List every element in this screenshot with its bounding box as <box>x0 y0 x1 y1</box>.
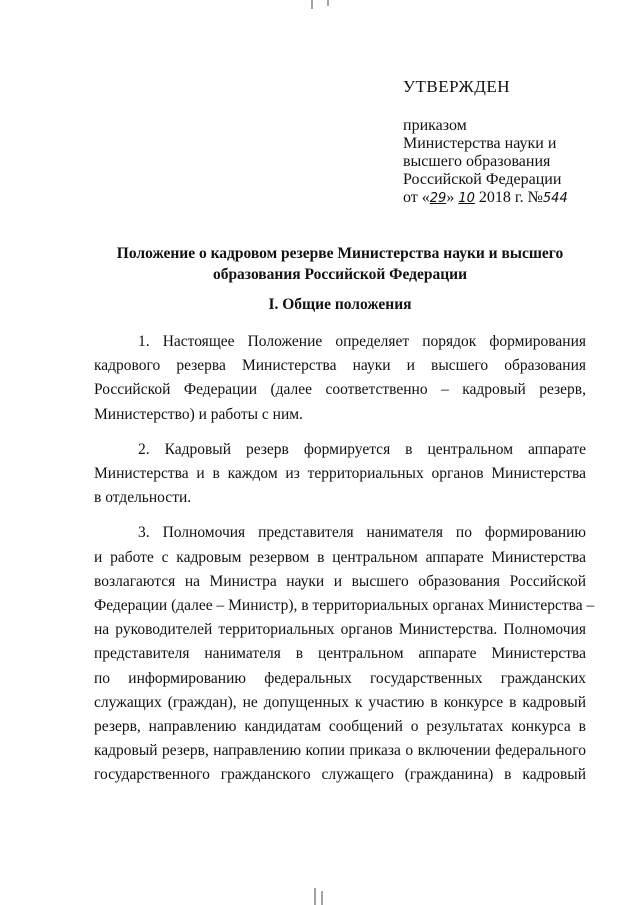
paragraph-line: резерв, направлению кандидатам сообщений о результатах конкурса в <box>94 718 586 736</box>
paragraph-line: и работе с кадровым резервом в центральном аппарате Министерства <box>94 548 586 566</box>
date-mid: » <box>446 189 459 206</box>
approval-heading: УТВЕРЖДЕН <box>403 77 510 96</box>
approval-stamp <box>403 78 568 208</box>
paragraph-line: Российской Федерации (далее соответственно – кадровый резерв, <box>94 381 586 399</box>
document-body <box>94 330 595 788</box>
title-line: Положение о кадровом резерве Министерства науки и высшего <box>116 245 564 262</box>
binding-mark-top <box>308 0 338 10</box>
paragraph-line: по информированию федеральных государственных гражданских <box>94 669 586 687</box>
paragraph-line: Министерство) и работы с ним. <box>94 405 303 423</box>
approval-line: высшего образования <box>403 153 551 170</box>
paragraph-line: в отдельности. <box>94 489 192 507</box>
approval-line: приказом <box>403 117 467 134</box>
approval-line: Российской Федерации <box>403 171 562 188</box>
paragraph-3 <box>94 521 595 787</box>
paragraph-line: кадровый резерв, направлению копии приказа о включении федерального <box>94 742 586 760</box>
date-prefix: от « <box>403 189 430 206</box>
section-heading: I. Общие положения <box>268 296 412 313</box>
binding-mark-bottom <box>312 888 326 905</box>
date-day: 29 <box>429 191 447 206</box>
paragraph-line: государственного гражданского служащего (гражданина) в кадровый <box>94 766 586 784</box>
paragraph-line: 1. Настоящее Положение определяет порядок формирования <box>138 333 586 350</box>
approval-line: Министерства науки и <box>403 135 557 152</box>
paragraph-2 <box>94 438 586 511</box>
paragraph-line: 2. Кадровый резерв формируется в центральном аппарате <box>138 440 586 458</box>
paragraph-line: кадрового резерва Министерства науки и высшего образования <box>94 357 586 375</box>
date-month: 10 <box>458 191 475 206</box>
order-number: 544 <box>542 191 568 206</box>
paragraph-line: Федерации (далее – Министр), в территориальных органах Министерства – <box>94 597 595 615</box>
paragraph-line: возлагаются на Министра науки и высшего образования Российской <box>94 572 586 590</box>
date-suffix: 2018 г. № <box>474 189 543 206</box>
document-title <box>94 243 586 285</box>
paragraph-line: 3. Полномочия представителя нанимателя по формированию <box>138 524 586 542</box>
title-line: образования Российской Федерации <box>212 266 468 283</box>
paragraph-line: служащих (граждан), не допущенных к участию в конкурсе в кадровый <box>94 693 586 711</box>
paragraph-line: на руководителей территориальных органов Министерства. Полномочия <box>94 621 586 639</box>
paragraph-line: Министерства и в каждом из территориальных органов Министерства <box>94 465 586 483</box>
paragraph-1 <box>94 330 586 427</box>
paragraph-line: представителя нанимателя в центральном аппарате Министерства <box>94 645 586 663</box>
approval-date-line <box>403 189 568 208</box>
